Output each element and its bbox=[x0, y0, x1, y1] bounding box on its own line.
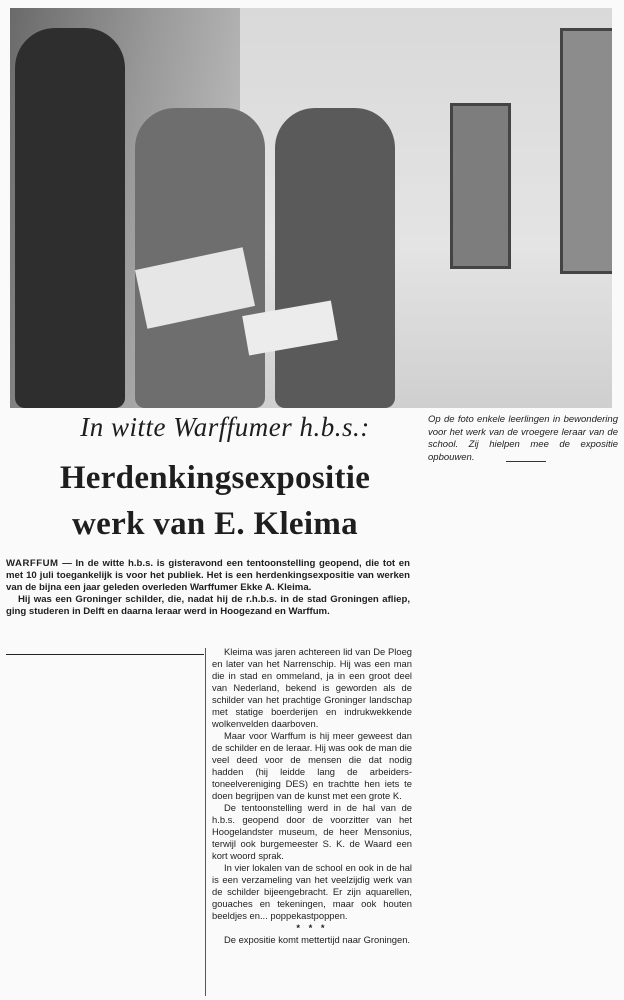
caption-divider bbox=[506, 461, 546, 462]
lead-paragraph-1 bbox=[6, 558, 410, 594]
lead-divider bbox=[6, 654, 204, 655]
painting-2 bbox=[560, 28, 612, 274]
dateline: WARFFUM bbox=[6, 558, 59, 569]
column-rule bbox=[205, 648, 206, 996]
student-girl-2 bbox=[275, 108, 395, 408]
section-separator: * * * bbox=[296, 922, 328, 933]
lead-paragraph-2: Hij was een Groninger schilder, die, nadat hij de r.h.b.s. in de stad Groningen afliep, ging studeren in Delft en daarna leraar werd in Hoogezand en Warffum. bbox=[6, 594, 410, 617]
closing-paragraph: De expositie komt mettertijd naar Groningen. bbox=[224, 934, 411, 945]
body-paragraph: In vier lokalen van de school en ook in de hal is een verzameling van het veelzijdig werk van de schilder bijeengebracht. Er zijn aquarellen, gouaches en tekeningen, maar ook houten beeldjes en... poppekastpoppen. bbox=[212, 862, 412, 921]
news-photo bbox=[10, 8, 612, 408]
article-kicker: In witte Warffumer h.b.s.: bbox=[80, 412, 370, 442]
headline-line-2: werk van E. Kleima bbox=[72, 506, 358, 542]
body-paragraph: Kleima was jaren achtereen lid van De Ploeg en later van het Narrenschip. Hij was een man die in stad en ommeland, ja in een groot deel van Nederland, bekend is geworden als de schilder van het prachtige Groninger landschap met statige boerderijen en indrukwekkende wolkenvelden daarboven. bbox=[212, 646, 412, 729]
student-boy bbox=[15, 28, 125, 408]
painting-1 bbox=[450, 103, 511, 269]
article-lead bbox=[6, 558, 410, 618]
lead-paragraph-1-text: — In de witte h.b.s. is gisteravond een tentoonstelling geopend, die tot en met 10 juli toegankelijk is voor het publiek. Het is een herdenkingsexpositie van werken van de bijna een jaar geleden overleden Warffumer Ekke A. Kleima. bbox=[6, 558, 410, 593]
article-body bbox=[212, 646, 412, 946]
body-paragraph: Maar voor Warffum is hij meer geweest dan de schilder en de leraar. Hij was ook de man die veel deed voor de mensen die dat nodig hadden (hij leidde lang de arbeiders-toneelvereniging DES) en trachtte hen iets te doen begrijpen van de kunst met een grote K. bbox=[212, 730, 412, 801]
photo-caption: Op de foto enkele leerlingen in bewondering voor het werk van de vroegere leraar van de school. Zij hielpen mee de expositie opbouwen. bbox=[428, 414, 618, 463]
article-headline bbox=[20, 455, 410, 547]
headline-line-1: Herdenkingsexpositie bbox=[59, 460, 371, 496]
body-paragraph: De tentoonstelling werd in de hal van de h.b.s. geopend door de voorzitter van het Hoogelandster museum, de heer Mensonius, terwijl ook burgemeester S. K. de Waard een kort woord sprak. bbox=[212, 802, 412, 861]
